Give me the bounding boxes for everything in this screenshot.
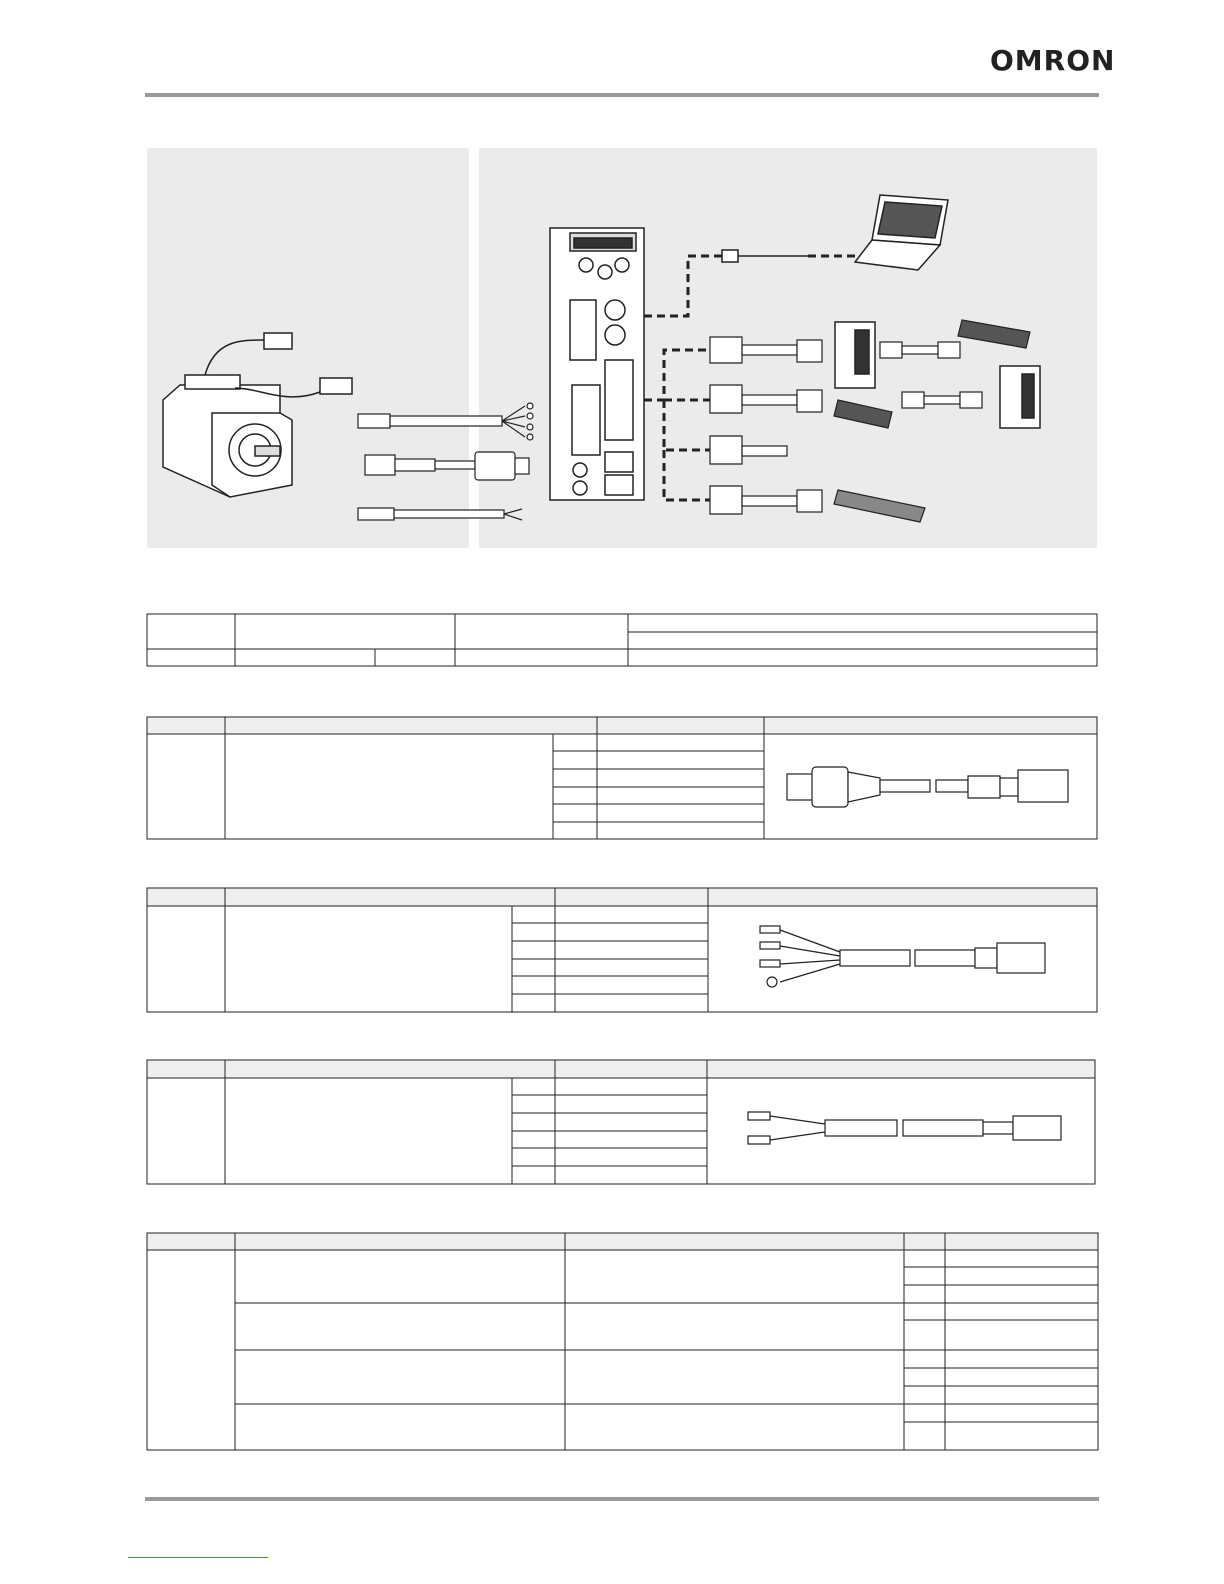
encoder-cable-icon xyxy=(365,452,529,480)
connection-lines xyxy=(644,256,860,500)
encoder-cable-drawing xyxy=(787,767,1068,807)
brake-cable-drawing xyxy=(748,1112,1061,1144)
footer-link-underline[interactable] xyxy=(128,1557,268,1558)
laptop-computer-icon xyxy=(722,195,948,270)
encoder-cable-table xyxy=(147,717,1097,839)
servo-motor-icon xyxy=(163,333,352,497)
control-cable-table xyxy=(147,1233,1098,1450)
brake-cable-icon xyxy=(358,508,522,520)
footer-rule xyxy=(145,1497,1099,1501)
drive-table xyxy=(147,614,1097,666)
power-cable-drawing xyxy=(760,926,1045,987)
servo-drive-icon xyxy=(550,228,644,500)
omron-logo: OMRON xyxy=(990,44,1116,77)
motor-power-cable-icon xyxy=(358,403,533,440)
